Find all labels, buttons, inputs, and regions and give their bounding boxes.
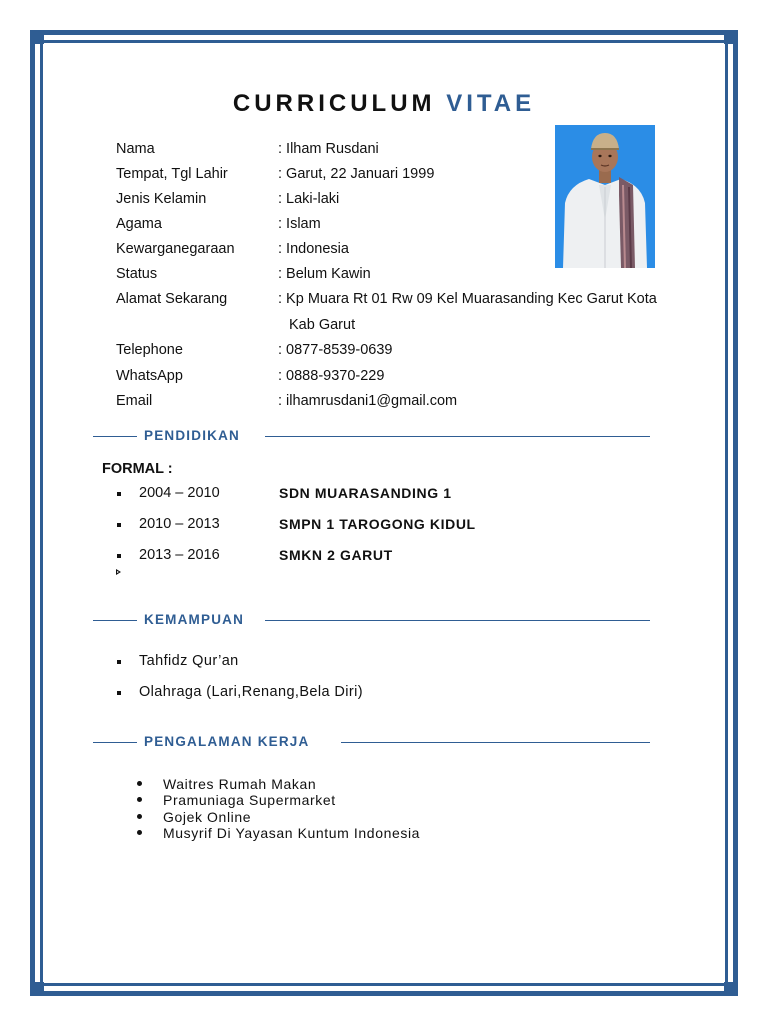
bio-label: Nama [116,141,155,157]
title-accent: VITAE [446,90,536,117]
experience-item: Waitres Rumah Makan [163,776,317,792]
document-title [0,90,768,118]
skill-item: Tahfidz Qur’an [139,653,239,669]
bio-label: WhatsApp [116,368,183,384]
bullet-dot-icon [137,830,142,835]
section-header-pendidikan [93,426,650,446]
title-main: CURRICULUM [232,90,436,117]
edu-years: 2010 – 2013 [139,516,220,532]
square-bullet-icon [117,660,121,664]
bio-label: Email [116,393,153,409]
section-rule [265,436,650,437]
edu-years: 2004 – 2010 [139,485,220,501]
bio-label: Tempat, Tgl Lahir [116,166,228,182]
square-bullet-icon [117,554,121,558]
bio-label: Kewarganegaraan [116,241,235,257]
bullet-dot-icon [137,781,142,786]
section-title: PENGALAMAN KERJA [144,734,310,749]
bullet-dot-icon [137,814,142,819]
section-rule [265,620,650,621]
experience-item: Musyrif Di Yayasan Kuntum Indonesia [163,825,421,841]
edu-school: SMPN 1 TAROGONG KIDUL [279,516,476,532]
square-bullet-icon [117,492,121,496]
bullet-dot-icon [137,797,142,802]
bio-label: Status [116,266,158,282]
bio-value: : Kp Muara Rt 01 Rw 09 Kel Muarasanding Kec Garut Kota [278,291,657,307]
section-header-pengalaman [93,732,650,752]
skill-item: Olahraga (Lari,Renang,Bela Diri) [139,684,363,700]
person-illustration [555,125,655,268]
arrow-bullet-icon [116,569,121,575]
formal-label: FORMAL : [102,461,173,477]
bio-label: Jenis Kelamin [116,191,207,207]
bio-value: : 0877-8539-0639 [278,342,393,358]
bio-label: Agama [116,216,162,232]
edu-school: SMKN 2 GARUT [279,547,393,563]
border-corner [724,982,738,996]
profile-photo [555,125,655,268]
bio-value: : ilhamrusdani1@gmail.com [278,393,458,409]
bio-label: Telephone [116,342,183,358]
border-corner [724,30,738,44]
experience-item: Pramuniaga Supermarket [163,792,336,808]
experience-item: Gojek Online [163,809,252,825]
bio-value: : Laki-laki [278,191,340,207]
section-rule [93,436,137,437]
square-bullet-icon [117,523,121,527]
square-bullet-icon [117,691,121,695]
bio-value: : Belum Kawin [278,266,371,282]
edu-school: SDN MUARASANDING 1 [279,485,452,501]
section-rule [93,742,137,743]
bio-value: : Islam [278,216,321,232]
bio-address-continued: Kab Garut [289,317,356,333]
bio-value: : Ilham Rusdani [278,141,379,157]
section-title: PENDIDIKAN [144,428,241,443]
border-corner [30,30,44,44]
section-rule [341,742,650,743]
border-corner [30,982,44,996]
bio-value: : 0888-9370-229 [278,368,385,384]
section-rule [93,620,137,621]
bio-label: Alamat Sekarang [116,291,228,307]
bio-value: : Garut, 22 Januari 1999 [278,166,435,182]
bio-value: : Indonesia [278,241,349,257]
edu-years: 2013 – 2016 [139,547,220,563]
section-title: KEMAMPUAN [144,612,245,627]
section-header-kemampuan [93,610,650,630]
